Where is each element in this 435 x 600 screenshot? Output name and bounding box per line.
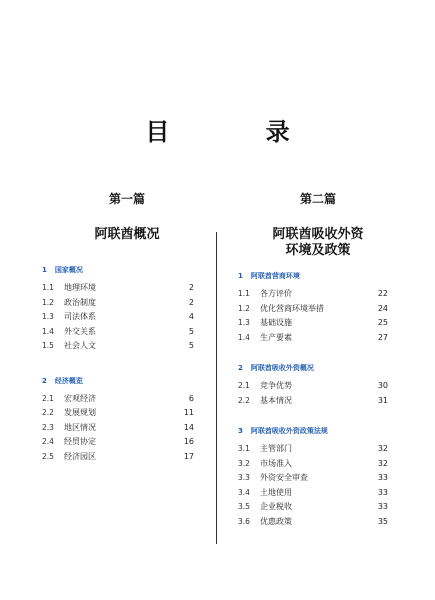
toc-entry[interactable] bbox=[238, 442, 388, 457]
entry-page: 4 bbox=[188, 312, 194, 321]
toc-entry[interactable] bbox=[42, 392, 194, 407]
toc-entry[interactable] bbox=[42, 450, 194, 465]
toc-entry[interactable] bbox=[238, 471, 388, 486]
entry-number: 3.3 bbox=[238, 473, 250, 482]
entry-number: 1.2 bbox=[42, 297, 54, 307]
entry-page: 35 bbox=[377, 516, 388, 526]
entry-page: 31 bbox=[377, 395, 388, 405]
toc-section bbox=[238, 363, 388, 408]
part-two-sections bbox=[238, 271, 388, 529]
entry-title: 主管部门 bbox=[260, 444, 292, 453]
entry-number: 3.6 bbox=[238, 516, 250, 526]
section-number: 1 bbox=[238, 272, 243, 280]
part-one-title: 阿联酋概况 bbox=[94, 227, 160, 242]
part-two-column bbox=[238, 190, 388, 529]
toc-entry[interactable] bbox=[238, 302, 388, 317]
entry-title: 外资安全审查 bbox=[260, 473, 308, 482]
entry-page: 11 bbox=[183, 408, 194, 417]
entry-title: 企业税收 bbox=[260, 502, 292, 511]
entry-number: 2.1 bbox=[238, 381, 250, 390]
entry-page: 25 bbox=[377, 318, 388, 327]
entry-page: 33 bbox=[377, 473, 388, 482]
entry-number: 2.1 bbox=[42, 393, 54, 403]
toc-entry[interactable] bbox=[42, 421, 194, 436]
section-title: 阿联酋吸收外资概况 bbox=[250, 364, 314, 372]
part-two-title-line2: 环境及政策 bbox=[285, 243, 351, 258]
section-heading[interactable] bbox=[238, 426, 388, 436]
entry-title: 市场准入 bbox=[260, 458, 292, 468]
toc-entry[interactable] bbox=[42, 296, 194, 311]
toc-entry[interactable] bbox=[238, 457, 388, 472]
entry-number: 1.1 bbox=[238, 289, 250, 298]
entry-title: 优化营商环境举措 bbox=[260, 303, 324, 313]
entry-number: 3.2 bbox=[238, 458, 250, 468]
entry-page: 2 bbox=[188, 283, 194, 292]
section-title: 国家概况 bbox=[54, 266, 83, 274]
entry-page: 22 bbox=[377, 289, 388, 298]
entry-title: 基本情况 bbox=[260, 395, 292, 405]
entry-title: 宏观经济 bbox=[64, 393, 96, 403]
entry-page: 17 bbox=[183, 451, 194, 461]
toc-section bbox=[42, 376, 194, 465]
entry-page: 27 bbox=[377, 332, 388, 342]
toc-entry[interactable] bbox=[42, 325, 194, 340]
section-number: 3 bbox=[238, 427, 243, 435]
toc-section bbox=[238, 271, 388, 345]
section-title: 经济概览 bbox=[54, 376, 83, 385]
part-one-sections bbox=[42, 265, 194, 464]
entry-page: 24 bbox=[377, 303, 388, 313]
toc-entry[interactable] bbox=[238, 287, 388, 302]
entry-number: 3.5 bbox=[238, 502, 250, 511]
toc-entry[interactable] bbox=[42, 310, 194, 325]
toc-entry[interactable] bbox=[238, 331, 388, 346]
part-two-title bbox=[248, 227, 388, 259]
toc-entry[interactable] bbox=[42, 435, 194, 450]
section-number: 2 bbox=[238, 364, 243, 372]
entry-title: 地区情况 bbox=[64, 422, 96, 432]
section-title: 阿联酋吸收外资政策法规 bbox=[250, 427, 328, 435]
entry-title: 司法体系 bbox=[64, 312, 96, 321]
toc-section bbox=[42, 265, 194, 354]
entry-title: 发展规划 bbox=[64, 408, 96, 417]
entry-number: 1.4 bbox=[42, 326, 54, 336]
entry-page: 5 bbox=[188, 341, 194, 350]
entry-title: 竞争优势 bbox=[260, 381, 292, 390]
entry-title: 外交关系 bbox=[64, 326, 96, 336]
toc-entry[interactable] bbox=[42, 281, 194, 296]
entry-page: 2 bbox=[188, 297, 194, 307]
entry-number: 1.1 bbox=[42, 283, 54, 292]
toc-entry[interactable] bbox=[238, 500, 388, 515]
entry-number: 1.3 bbox=[238, 318, 250, 327]
entry-title: 生产要素 bbox=[260, 332, 292, 342]
entry-page: 33 bbox=[377, 502, 388, 511]
entry-number: 2.5 bbox=[42, 451, 54, 461]
toc-entry[interactable] bbox=[238, 515, 388, 530]
section-heading[interactable] bbox=[42, 376, 194, 386]
entry-number: 2.3 bbox=[42, 422, 54, 432]
entry-title: 经济园区 bbox=[64, 451, 96, 461]
page-title: 目 录 bbox=[145, 117, 334, 146]
entry-title: 社会人文 bbox=[64, 341, 96, 350]
part-two-title-line1: 阿联酋吸收外资 bbox=[272, 227, 364, 242]
toc-entry[interactable] bbox=[238, 486, 388, 501]
entry-title: 优惠政策 bbox=[260, 516, 292, 526]
entry-number: 1.2 bbox=[238, 303, 250, 313]
entry-page: 6 bbox=[188, 393, 194, 403]
entry-number: 3.1 bbox=[238, 444, 250, 453]
entry-number: 3.4 bbox=[238, 487, 250, 497]
toc-entry[interactable] bbox=[42, 406, 194, 421]
entry-number: 1.3 bbox=[42, 312, 54, 321]
section-number: 2 bbox=[42, 376, 47, 385]
entry-page: 16 bbox=[183, 437, 194, 446]
entry-title: 土地使用 bbox=[260, 487, 292, 497]
toc-entry[interactable] bbox=[238, 379, 388, 394]
toc-section bbox=[238, 426, 388, 529]
entry-page: 32 bbox=[377, 458, 388, 468]
entry-title: 经贸协定 bbox=[64, 437, 96, 446]
toc-entry[interactable] bbox=[42, 339, 194, 354]
section-number: 1 bbox=[42, 266, 47, 274]
entry-page: 32 bbox=[377, 444, 388, 453]
entry-page: 33 bbox=[377, 487, 388, 497]
toc-entry[interactable] bbox=[238, 316, 388, 331]
entry-page: 30 bbox=[377, 381, 388, 390]
part-one-column bbox=[42, 190, 194, 464]
section-heading[interactable] bbox=[238, 363, 388, 373]
entry-number: 2.2 bbox=[42, 408, 54, 417]
entry-title: 政治制度 bbox=[64, 297, 96, 307]
entry-number: 2.2 bbox=[238, 395, 250, 405]
toc-entry[interactable] bbox=[238, 394, 388, 409]
part-two-label: 第二篇 bbox=[299, 192, 336, 206]
entry-number: 2.4 bbox=[42, 437, 54, 446]
entry-title: 基础设施 bbox=[260, 318, 292, 327]
part-one-label: 第一篇 bbox=[108, 192, 145, 206]
entry-page: 5 bbox=[188, 326, 194, 336]
entry-title: 各方评价 bbox=[260, 289, 292, 298]
entry-title: 地理环境 bbox=[64, 283, 96, 292]
section-heading[interactable] bbox=[42, 265, 194, 275]
section-title: 阿联酋营商环境 bbox=[250, 272, 300, 280]
entry-page: 14 bbox=[183, 422, 194, 432]
entry-number: 1.4 bbox=[238, 332, 250, 342]
section-heading[interactable] bbox=[238, 271, 388, 281]
entry-number: 1.5 bbox=[42, 341, 54, 350]
column-divider bbox=[216, 232, 217, 544]
